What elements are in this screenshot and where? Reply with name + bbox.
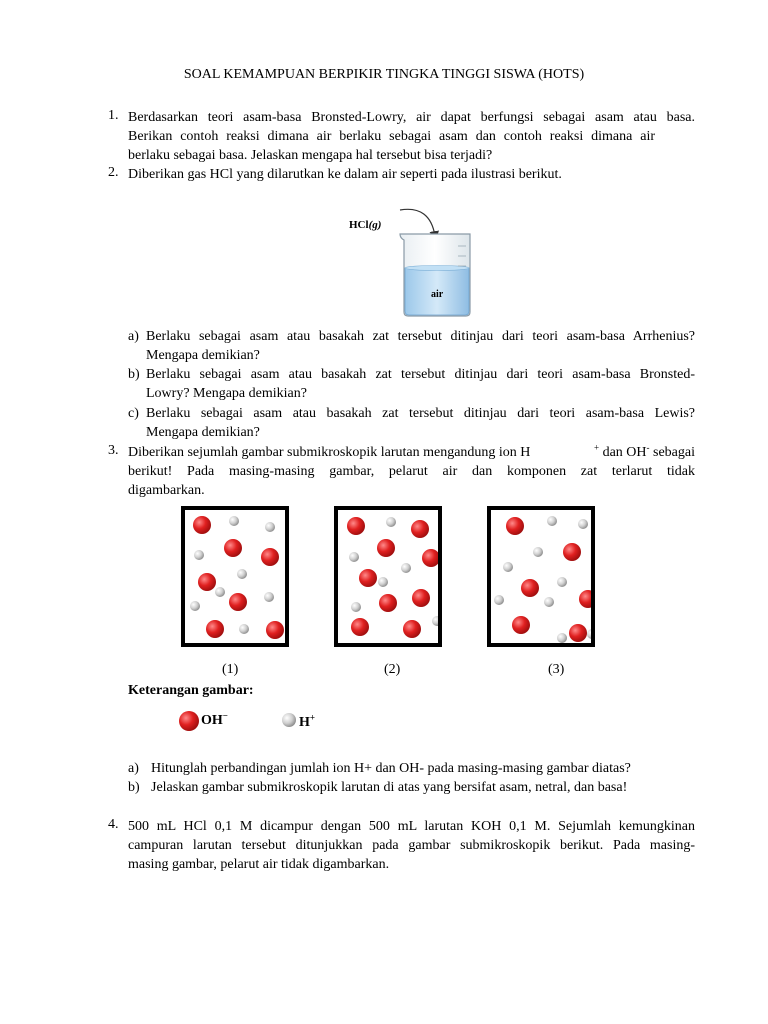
figure-3 bbox=[487, 506, 595, 647]
q3-line-1-text-b: dan OH bbox=[599, 445, 647, 460]
q3b-label: b) bbox=[128, 780, 140, 795]
figure-3-caption: (3) bbox=[548, 662, 565, 677]
oh-ion bbox=[198, 573, 216, 591]
q2-number: 2. bbox=[108, 165, 119, 180]
oh-ion bbox=[412, 589, 430, 607]
oh-ion bbox=[379, 594, 397, 612]
document-title: SOAL KEMAMPUAN BERPIKIR TINGKA TINGGI SISWA (HOTS) bbox=[183, 67, 585, 82]
h-ion bbox=[190, 601, 200, 611]
h-ion bbox=[503, 562, 513, 572]
gas-label bbox=[349, 219, 381, 231]
legend-title: Keterangan gambar: bbox=[128, 683, 254, 698]
h-ion bbox=[557, 633, 567, 643]
q2c-line-2: Mengapa demikian? bbox=[146, 425, 260, 440]
oh-ion bbox=[261, 548, 279, 566]
oh-ion bbox=[563, 543, 581, 561]
oh-ion bbox=[521, 579, 539, 597]
q1-number: 1. bbox=[108, 108, 119, 123]
figure-1-caption: (1) bbox=[222, 662, 239, 677]
h-legend-sup: + bbox=[309, 712, 316, 723]
q3a-label: a) bbox=[128, 761, 139, 776]
oh-ion bbox=[377, 539, 395, 557]
oh-legend-sup: − bbox=[222, 710, 228, 721]
h-ion bbox=[533, 547, 543, 557]
q1-line-3: berlaku sebagai basa. Jelaskan mengapa hal tersebut bisa terjadi? bbox=[128, 148, 493, 163]
h-ion bbox=[351, 602, 361, 612]
figure-1-particles bbox=[185, 510, 285, 643]
h-ion bbox=[557, 577, 567, 587]
oh-ion bbox=[351, 618, 369, 636]
oh-ion bbox=[569, 624, 587, 642]
oh-legend-text: OH bbox=[201, 713, 223, 728]
q3-line-1-text-a: Diberikan sejumlah gambar submikroskopik larutan mengandung ion H bbox=[128, 445, 531, 460]
h-ion bbox=[215, 587, 225, 597]
q2-text: Diberikan gas HCl yang dilarutkan ke dalam air seperti pada ilustrasi berikut. bbox=[128, 167, 562, 182]
q3-line-1-rest bbox=[594, 443, 695, 462]
h-legend-label bbox=[299, 712, 316, 731]
figure-2-particles bbox=[338, 510, 438, 643]
q3-number: 3. bbox=[108, 443, 119, 458]
h-ion bbox=[432, 616, 438, 626]
q2b-line-1: Berlaku sebagai asam atau basakah zat tersebut ditinjau dari teori asam-basa Bronsted- bbox=[146, 367, 695, 382]
h-ion bbox=[239, 624, 249, 634]
q4-number: 4. bbox=[108, 817, 119, 832]
oh-ion bbox=[512, 616, 530, 634]
q1-line-2: Berikan contoh reaksi dimana air berlaku sebagai asam dan contoh reaksi dimana air bbox=[128, 129, 655, 144]
oh-legend-label bbox=[201, 710, 228, 729]
q2a-line-2: Mengapa demikian? bbox=[146, 348, 260, 363]
h-ion bbox=[578, 519, 588, 529]
q2b-line-2: Lowry? Mengapa demikian? bbox=[146, 386, 307, 401]
figure-2-caption: (2) bbox=[384, 662, 401, 677]
oh-ion bbox=[224, 539, 242, 557]
h-ion bbox=[544, 597, 554, 607]
gas-state: (g) bbox=[368, 219, 382, 231]
h-ion bbox=[194, 550, 204, 560]
q3b-text: Jelaskan gambar submikroskopik larutan di atas yang bersifat asam, netral, dan basa! bbox=[151, 780, 628, 795]
oh-ion bbox=[579, 590, 591, 608]
h-ion bbox=[386, 517, 396, 527]
oh-ion bbox=[403, 620, 421, 638]
q3-line-1-text-c: sebagai bbox=[649, 445, 695, 460]
h-ion bbox=[264, 592, 274, 602]
oh-ion bbox=[411, 520, 429, 538]
q3a-text: Hitunglah perbandingan jumlah ion H+ dan OH- pada masing-masing gambar diatas? bbox=[151, 761, 631, 776]
oh-ion bbox=[347, 517, 365, 535]
oh-ion-icon bbox=[178, 710, 202, 734]
h-ion bbox=[494, 595, 504, 605]
h-ion bbox=[237, 569, 247, 579]
oh-ion bbox=[206, 620, 224, 638]
h-ion bbox=[265, 522, 275, 532]
h-plus-sup: + bbox=[594, 442, 600, 453]
figure-1 bbox=[181, 506, 289, 647]
q4-line-2: campuran larutan tersebut ditunjukkan pada gambar submikroskopik berikut. Pada masing- bbox=[128, 838, 695, 853]
gas-formula: HCl bbox=[349, 219, 369, 231]
h-ion-icon bbox=[281, 712, 299, 730]
oh-ion bbox=[506, 517, 524, 535]
oh-ion bbox=[193, 516, 211, 534]
q4-line-1: 500 mL HCl 0,1 M dicampur dengan 500 mL larutan KOH 0,1 M. Sejumlah kemungkinan bbox=[128, 819, 695, 834]
q3-line-2: berikut! Pada masing-masing gambar, pelarut air dan komponen zat terlarut tidak bbox=[128, 464, 695, 479]
liquid-label: air bbox=[431, 289, 444, 300]
oh-ion bbox=[266, 621, 284, 639]
h-ion bbox=[229, 516, 239, 526]
q3-line-1 bbox=[128, 443, 695, 462]
h-ion bbox=[349, 552, 359, 562]
oh-ion bbox=[422, 549, 438, 567]
figure-3-particles bbox=[491, 510, 591, 643]
h-ion bbox=[547, 516, 557, 526]
h-legend-text: H bbox=[299, 715, 310, 730]
q2a-label: a) bbox=[128, 329, 139, 344]
q1-line-1: Berdasarkan teori asam-basa Bronsted-Lowry, air dapat berfungsi sebagai asam atau basa. bbox=[128, 110, 695, 125]
q2a-line-1: Berlaku sebagai asam atau basakah zat tersebut ditinjau dari teori asam-basa Arrhenius? bbox=[146, 329, 695, 344]
h-ion bbox=[401, 563, 411, 573]
q3-line-3: digambarkan. bbox=[128, 483, 205, 498]
q4-line-3: masing gambar, pelarut air tidak digambarkan. bbox=[128, 857, 390, 872]
q2b-label: b) bbox=[128, 367, 140, 382]
h-ion bbox=[378, 577, 388, 587]
oh-ion bbox=[359, 569, 377, 587]
oh-minus-sup: - bbox=[646, 442, 650, 453]
beaker-illustration bbox=[330, 200, 490, 320]
h-ion bbox=[587, 629, 591, 639]
q2c-line-1: Berlaku sebagai asam atau basakah zat tersebut ditinjau dari teori asam-basa Lewis? bbox=[146, 406, 695, 421]
q2c-label: c) bbox=[128, 406, 139, 421]
beaker-graphic bbox=[330, 200, 490, 320]
oh-ion bbox=[229, 593, 247, 611]
figure-2 bbox=[334, 506, 442, 647]
